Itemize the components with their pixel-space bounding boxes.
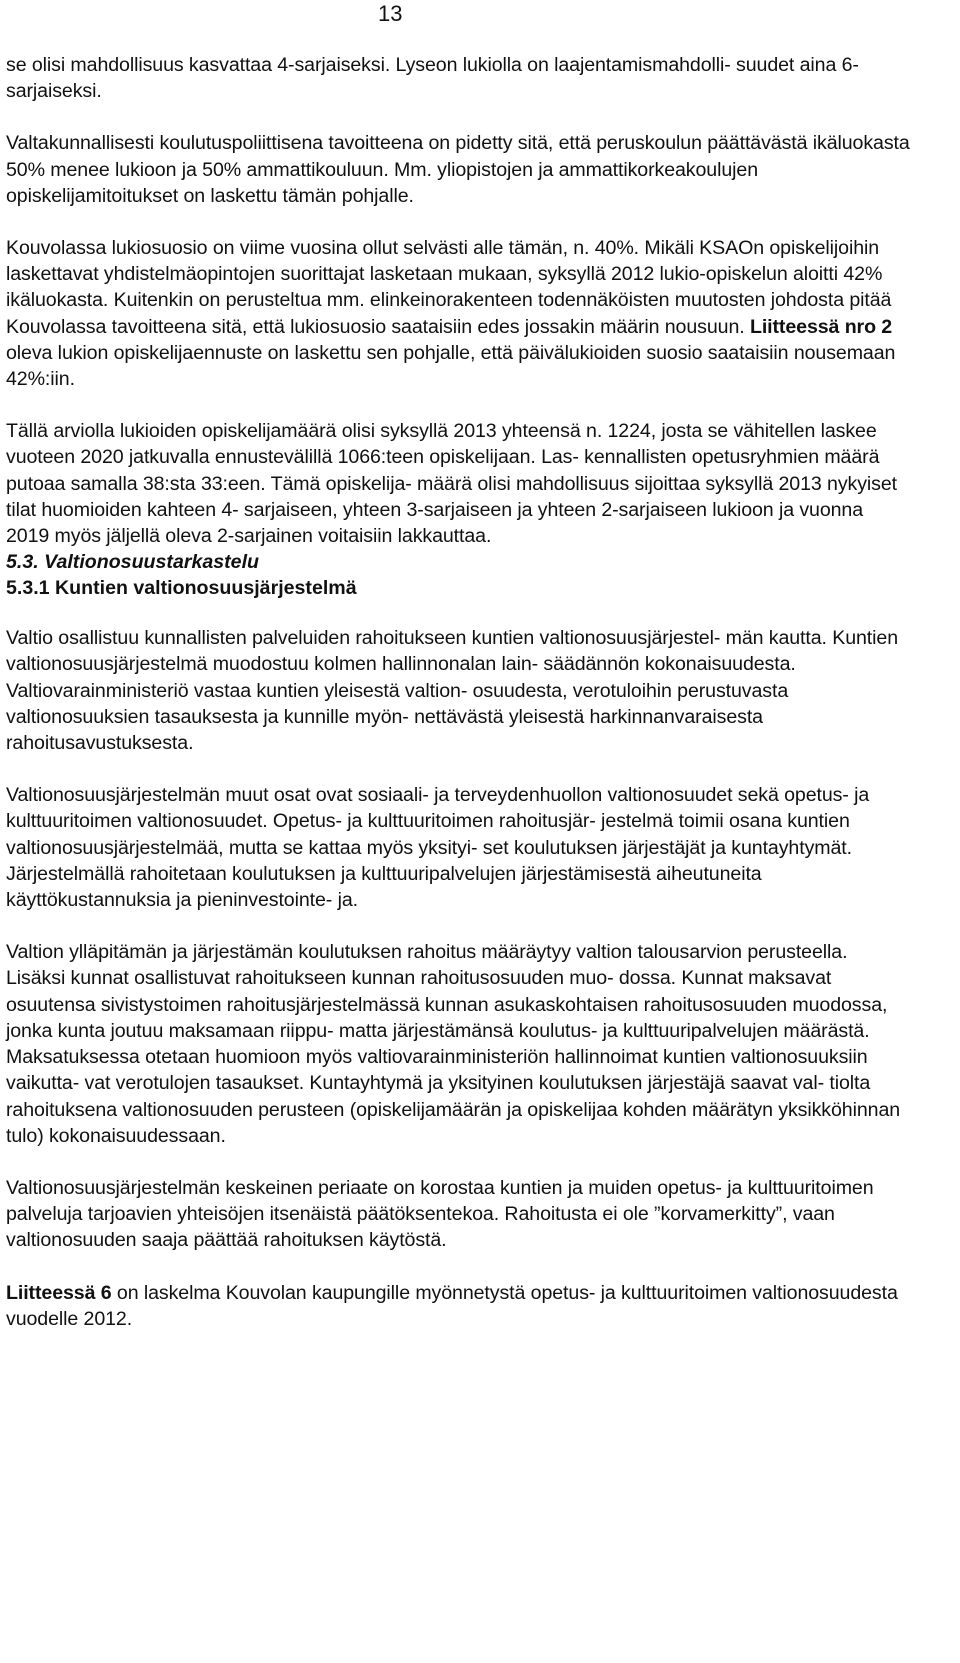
paragraph-system-parts: Valtionosuusjärjestelmän muut osat ovat sosiaali- ja terveydenhuollon valtionosuudet sekä opetus- ja kulttuuritoimen valtionosuudet. Opetus- ja kulttuuritoimen rahoitusjär- jestelmä toimii osana kuntien valtionosuusjärjestelmää, mutta se kattaa myös yksityi- set koulutuksen järjestäjät ja kuntayhtymät. Järjestelmällä rahoitetaan koulutuksen ja kulttuuripalvelujen järjestämisestä aiheutuneita käyttökustannuksia ja pieninvestointe- ja.: [6, 784, 870, 912]
paragraph-kouvola-forecast: oleva lukion opiskelijaennuste on laskettu sen pohjalle, että päivälukioiden suosio saataisiin nousemaan 42%:iin.: [6, 341, 896, 391]
appendix-6-reference: Liitteessä 6: [6, 1281, 112, 1304]
subsection-heading-5-3-1: 5.3.1 Kuntien valtionosuusjärjestelmä: [6, 577, 357, 600]
appendix-2-reference: Liitteessä nro 2: [749, 315, 893, 338]
paragraph-education-funding: Valtion ylläpitämän ja järjestämän koulutuksen rahoitus määräytyy valtion talousarvion perusteella. Lisäksi kunnat osallistuvat rahoitukseen kunnan rahoitusosuuden muo- dossa. Kunnat maksavat osuutensa sivistystoimen rahoitusjärjestelmässä kunnan asukaskohtaisen rahoitusosuuden muodossa, jonka kunta joutuu maksamaan riippu- matta järjestämänsä koulutus- ja kulttuuripalvelujen määrästä. Maksatuksessa otetaan huomioon myös valtiovarainministeriön hallinnoimat kuntien valtionosuuksiin vaikutta- vat verotulojen tasaukset. Kuntayhtymä ja yksityinen koulutuksen järjestäjä saavat val- tiolta rahoituksena valtionosuuden perusteen (opiskelijamäärän ja opiskelijaa kohden määrätyn yksikköhinnan tulo) kokonaisuudessaan.: [6, 941, 901, 1147]
paragraph-appendix-6-text: on laskelma Kouvolan kaupungille myönnetystä opetus- ja kulttuuritoimen valtionosuudesta vuodelle 2012.: [6, 1281, 898, 1330]
paragraph-lyseo: se olisi mahdollisuus kasvattaa 4-sarjaiseksi. Lyseon lukiolla on laajentamismahdolli- suudet aina 6-sarjaiseksi.: [6, 54, 859, 103]
section-heading-5-3: 5.3. Valtionosuustarkastelu: [6, 551, 259, 574]
page-number: 13: [378, 1, 403, 26]
paragraph-kouvola-popularity: [6, 235, 911, 392]
paragraph-kouvola-text: Kouvolassa lukiosuosio on viime vuosina ollut selvästi alle tämän, n. 40%. Mikäli KSAOn opiskelijoihin laskettavat yhdistelmäopintojen suorittajat lasketaan mukaan, syksyllä 2012 lukio-opiskelun aloitti 42% ikäluokasta. Kuitenkin on perusteltua mm. elinkeinorakenteen todennäköisten muutosten johdosta pitää Kouvolassa tavoitteena sitä, että lukiosuosio saataisiin edes jossakin määrin nousuun.: [6, 237, 892, 338]
paragraph-national-goal: Valtakunnallisesti koulutuspoliittisena tavoitteena on pidetty sitä, että peruskoulun päättävästä ikäluokasta 50% menee lukioon ja 50% ammattikouluun. Mm. yliopistojen ja ammattikorkeakoulujen opiskelijamitoitukset on laskettu tämän pohjalle.: [6, 132, 910, 207]
paragraph-student-estimate: Tällä arviolla lukioiden opiskelijamäärä olisi syksyllä 2013 yhteensä n. 1224, josta se vähitellen laskee vuoteen 2020 jatkuvalla ennustevälillä 1066:teen opiskelijaan. Las- kennallisten opetusryhmien määrä putoaa samalla 38:sta 33:een. Tämä opiskelija- määrä olisi mahdollisuus sijoittaa syksyllä 2013 nykyiset tilat huomioiden kahteen 4- sarjaiseen, yhteen 3-sarjaiseen ja yhteen 2-sarjaiseen lukioon ja vuonna 2019 myös jäljellä oleva 2-sarjainen voitaisiin lakkauttaa.: [6, 420, 898, 548]
paragraph-state-funding: Valtio osallistuu kunnallisten palveluiden rahoitukseen kuntien valtionosuusjärjestel- män kautta. Kuntien valtionosuusjärjestelmä muodostuu kolmen hallinnonalan lain- säädännön kokonaisuudesta. Valtiovarainministeriö vastaa kuntien yleisestä valtion- osuudesta, verotuloihin perustuvasta valtionosuuksien tasauksesta ja kunnille myön- nettävästä yleisestä harkinnanvaraisesta rahoitusavustuksesta.: [6, 627, 898, 755]
document-body: [6, 52, 911, 1332]
paragraph-key-principle: Valtionosuusjärjestelmän keskeinen periaate on korostaa kuntien ja muiden opetus- ja kulttuuritoimen palveluja tarjoavien yhteisöjen itsenäistä päätöksentekoa. Rahoitusta ei ole ”korvamerkitty”, vaan valtionosuuden saaja päättää rahoituksen käytöstä.: [6, 1176, 874, 1252]
paragraph-appendix-6: [6, 1280, 911, 1332]
